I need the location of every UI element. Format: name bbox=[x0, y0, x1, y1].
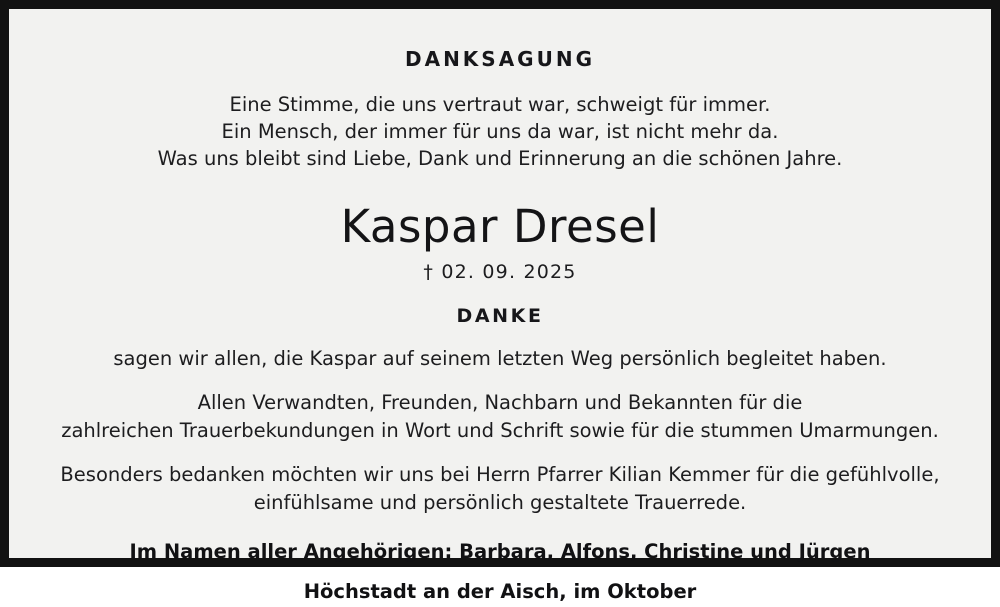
verse-line: Ein Mensch, der immer für uns da war, ist nicht mehr da. bbox=[221, 120, 779, 143]
paragraph-line: einfühlsame und persönlich gestaltete Trauerrede. bbox=[253, 491, 747, 514]
paragraph-line: zahlreichen Trauerbekundungen in Wort und Schrift sowie für die stummen Umarmungen. bbox=[61, 419, 939, 442]
place-line: Höchstadt an der Aisch, im Oktober bbox=[303, 580, 697, 603]
thanks-paragraph-3 bbox=[60, 461, 939, 517]
closing-block bbox=[129, 537, 870, 607]
deceased-name: Kaspar Dresel bbox=[340, 200, 660, 253]
verse-line: Was uns bleibt sind Liebe, Dank und Erinnerung an die schönen Jahre. bbox=[157, 147, 843, 170]
paragraph-line: Besonders bedanken möchten wir uns bei Herrn Pfarrer Kilian Kemmer für die gefühlvolle, bbox=[60, 463, 940, 486]
death-date: † 02. 09. 2025 bbox=[423, 261, 577, 283]
danke-heading: DANKE bbox=[456, 305, 544, 327]
family-line: Im Namen aller Angehörigen: Barbara, Alfons, Christine und Jürgen bbox=[129, 540, 871, 563]
verse-block bbox=[158, 91, 843, 172]
verse-line: Eine Stimme, die uns vertraut war, schweigt für immer. bbox=[229, 93, 771, 116]
danksagung-heading: DANKSAGUNG bbox=[404, 47, 595, 71]
thanks-paragraph-1 bbox=[113, 345, 886, 373]
thanks-paragraph-2 bbox=[61, 389, 939, 445]
paragraph-line: Allen Verwandten, Freunden, Nachbarn und Bekannten für die bbox=[197, 391, 803, 414]
paragraph-line: sagen wir allen, die Kaspar auf seinem letzten Weg persönlich begleitet haben. bbox=[113, 347, 887, 370]
